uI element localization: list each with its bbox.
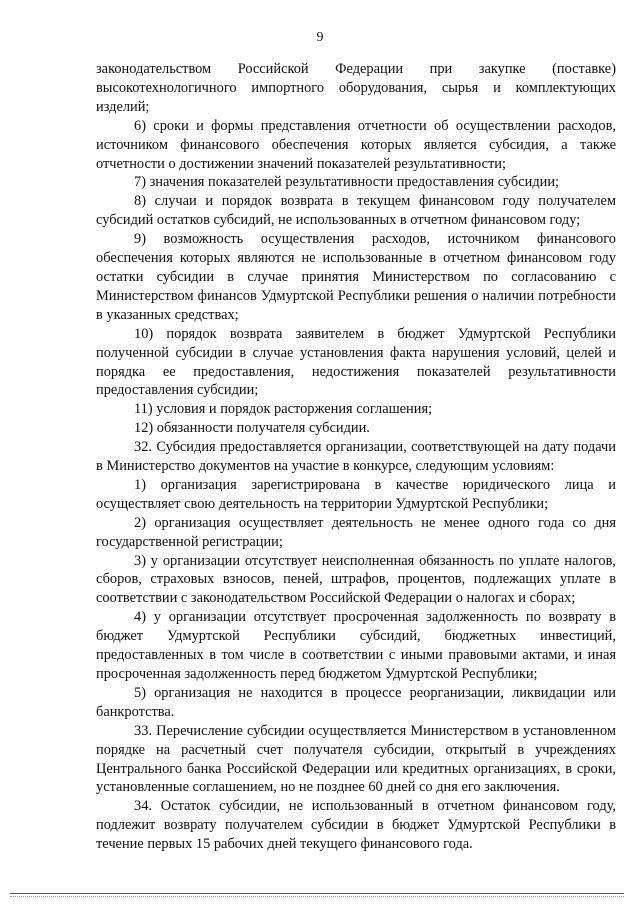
list-item-8: 8) случаи и порядок возврата в текущем финансовом году получателем субсидий остатков субсидий, не использованных в отчетном финансовом году; — [96, 193, 616, 229]
document-body — [96, 60, 616, 854]
clause-33: 33. Перечисление субсидии осуществляется Министерством в установленном порядке на расчетный счет получателя субсидии, открытый в учреждениях Центрального банка Российской Федерации или кредитных организациях, в сроки, установленные соглашением, но не позднее 60 дней со дня его заключения. — [96, 722, 616, 796]
footer-divider — [10, 893, 624, 894]
list-item-11: 11) условия и порядок расторжения соглашения; — [134, 401, 433, 418]
condition-item-4: 4) у организации отсутствует просроченная задолженность по возврату в бюджет Удмуртской Республики субсидий, бюджетных инвестиций, предоставленных в том числе в соответствии с иными правовыми актами, и иная просроченная задолженность перед бюджетом Удмуртской Республики; — [96, 609, 616, 682]
clause-32: 32. Субсидия предоставляется организации, соответствующей на дату подачи в Министерство документов на участие в конкурсе, следующим условиям: — [96, 439, 616, 475]
list-item-6: 6) сроки и формы представления отчетности об осуществлении расходов, источником финансового обеспечения которых является субсидия, а также отчетности о достижении значений показателей результативности; — [96, 117, 616, 172]
list-item-12: 12) обязанности получателя субсидии. — [134, 420, 370, 437]
condition-item-5: 5) организация не находится в процессе реорганизации, ликвидации или банкротства. — [96, 684, 616, 720]
paragraph-continuation: законодательством Российской Федерации при закупке (поставке) высокотехнологичного импортного оборудования, сырья и комплектующих изделий; — [96, 61, 616, 115]
list-item-7: 7) значения показателей результативности предоставления субсидии; — [134, 174, 560, 191]
list-item-9: 9) возможность осуществления расходов, источником финансового обеспечения которых являются не использованные в отчетном финансовом году остатки субсидии в случае принятия Министерством по согласованию с Министерством финансов Удмуртской Республики решения о наличии потребности в указанных средствах; — [96, 231, 616, 323]
condition-item-2: 2) организация осуществляет деятельность не менее одного года со дня государственной регистрации; — [96, 514, 616, 550]
condition-item-3: 3) у организации отсутствует неисполненная обязанность по уплате налогов, сборов, страховых взносов, пеней, штрафов, процентов, подлежащих уплате в соответствии с законодательством Российской Федерации о налогах и сборах; — [96, 552, 616, 607]
footer-divider-secondary — [10, 896, 624, 897]
page-number: 9 — [316, 30, 324, 45]
list-item-10: 10) порядок возврата заявителем в бюджет Удмуртской Республики полученной субсидии в случае установления факта нарушения условий, целей и порядка ее предоставления, недостижения показателей результативности предоставления субсидии; — [96, 325, 616, 399]
clause-34: 34. Остаток субсидии, не использованный в отчетном финансовом году, подлежит возврату получателем субсидии в бюджет Удмуртской Республики в течение первых 15 рабочих дней текущего финансового года. — [96, 798, 616, 853]
condition-item-1: 1) организация зарегистрирована в качестве юридического лица и осуществляет свою деятельность на территории Удмуртской Республики; — [96, 476, 616, 512]
